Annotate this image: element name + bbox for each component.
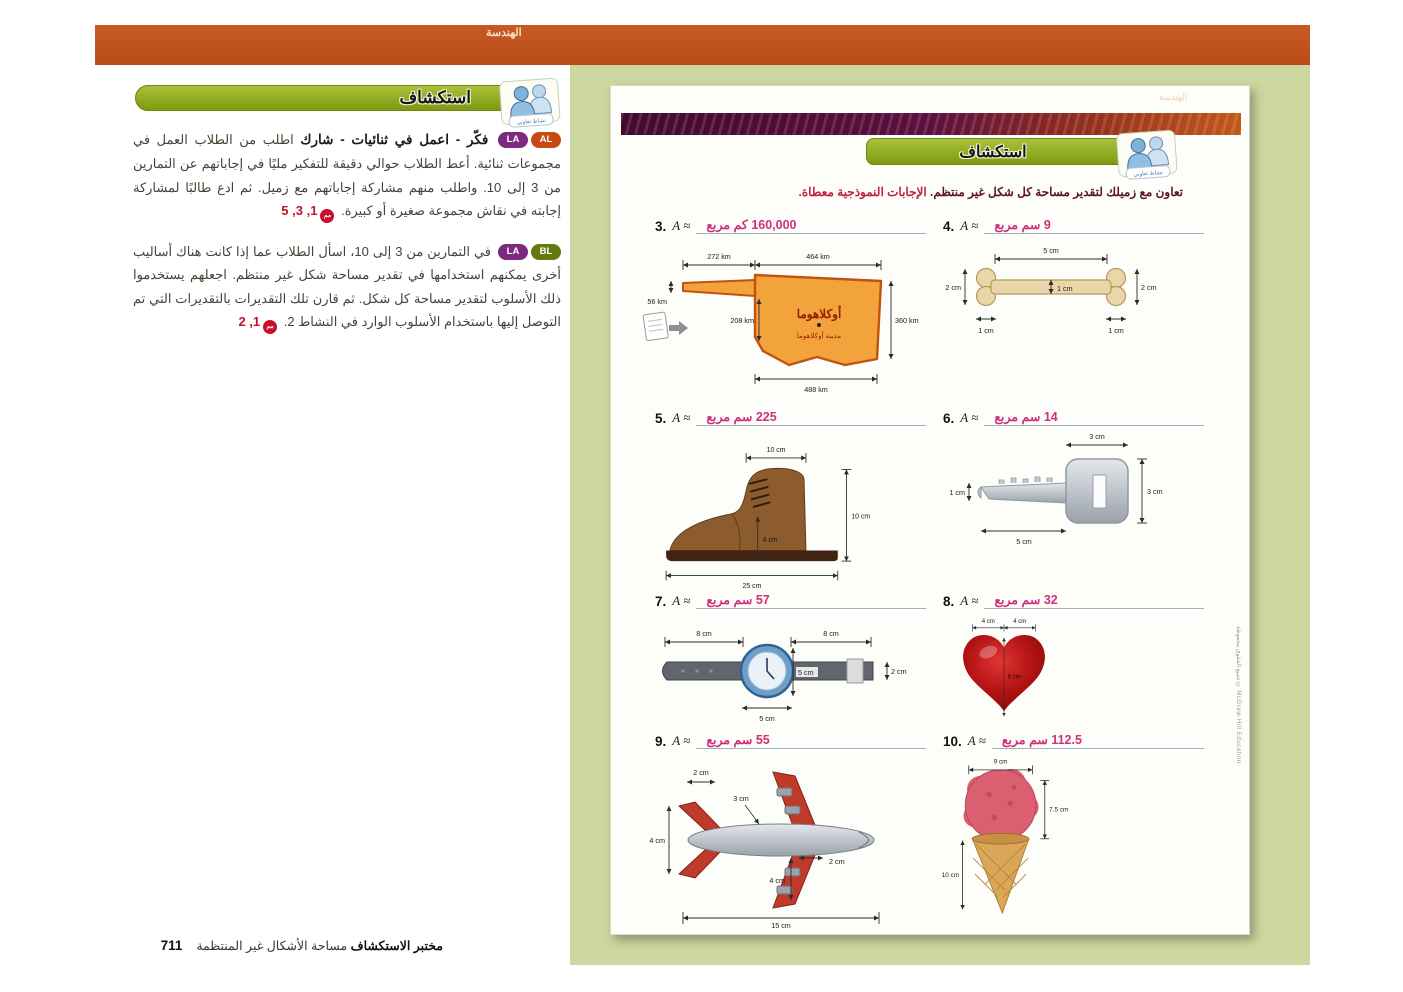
sticker-label: نشاط تعاوني bbox=[516, 117, 547, 126]
level-badge-al: AL bbox=[531, 132, 561, 148]
dim-label: 272 km bbox=[707, 252, 731, 261]
key-figure bbox=[929, 429, 1179, 551]
exercise-number: 3. bbox=[655, 219, 667, 234]
standards-numbers: 1, 2 bbox=[238, 314, 261, 330]
exercise-number: 10. bbox=[943, 734, 962, 749]
exercise-number: 8. bbox=[943, 594, 955, 609]
standards-numbers: 1, 3, 5 bbox=[281, 203, 318, 219]
exercise-header bbox=[929, 589, 1204, 609]
heart-figure bbox=[929, 612, 1079, 725]
lab-title: مختبر الاستكشاف bbox=[350, 939, 443, 953]
exercise-header bbox=[641, 214, 926, 234]
wristwatch-figure bbox=[641, 612, 909, 724]
arrow-icon bbox=[669, 321, 688, 335]
dim-label: 2 cm bbox=[829, 857, 845, 866]
dim-label: 1 cm bbox=[1057, 284, 1073, 293]
dim-label: 5 cm bbox=[798, 668, 814, 677]
dim-label: 5 cm bbox=[1016, 537, 1032, 546]
dim-label: 2 cm bbox=[891, 667, 907, 676]
answer-value: 160,000 كم مربع bbox=[696, 217, 926, 234]
exercise-6 bbox=[929, 406, 1204, 556]
answer-value: 55 سم مربع bbox=[696, 732, 926, 749]
area-prefix: A ≈ bbox=[672, 410, 691, 425]
dim-label: 2 cm bbox=[945, 283, 961, 292]
copyright-vertical-text: جميع الحقوق محفوظة © McGraw-Hill Education bbox=[1235, 626, 1241, 764]
answer-value: 14 سم مربع bbox=[984, 409, 1204, 426]
page-collaborative-activity-icon bbox=[1116, 130, 1178, 184]
dim-label: 2 cm bbox=[693, 768, 709, 777]
area-prefix: A ≈ bbox=[967, 733, 986, 748]
bone-figure bbox=[929, 237, 1179, 349]
lab-subtitle: مساحة الأشكال غير المنتظمة bbox=[196, 939, 348, 953]
teacher-sidebar bbox=[95, 85, 565, 334]
level-badge-bl: BL bbox=[531, 244, 561, 260]
exercise-header bbox=[929, 406, 1204, 426]
dim-label: 5 cm bbox=[1043, 246, 1059, 255]
dim-label: 7.5 cm bbox=[1049, 806, 1069, 814]
boot-figure bbox=[641, 429, 887, 591]
dim-label: 4 cm bbox=[981, 618, 995, 625]
exercise-9 bbox=[641, 729, 926, 935]
answer-value: 32 سم مربع bbox=[984, 592, 1204, 609]
dim-label: 4 cm bbox=[1013, 618, 1027, 625]
oklahoma-map-figure bbox=[641, 237, 921, 399]
dim-label: 4 cm bbox=[762, 536, 778, 544]
exercise-5 bbox=[641, 406, 926, 596]
dim-label: 8 cm bbox=[696, 629, 712, 638]
dim-label: 3 cm bbox=[1147, 487, 1163, 496]
exercise-4 bbox=[929, 214, 1204, 354]
tip-body: في التمارين من 3 إلى 10، اسأل الطلاب عما إذا كانت هناك أساليب أخرى يمكنهم استخدامها في تقدير مساحة شكل غير منتظم. اجعلهم يستخدموا ذلك الأسلوب لتقدير مساحة كل شكل. ثم قارن تلك التقديرات بالتقديرات التي تم التوصل إليها باستخدام الأسلوب الوارد في النشاط 2. bbox=[133, 244, 561, 330]
note-icon bbox=[643, 312, 668, 341]
subject-label: الهندسة bbox=[486, 27, 522, 39]
strategy-title: فكّر - اعمل في ثنائيات - شارك bbox=[300, 132, 489, 147]
dim-label: 8 cm bbox=[1007, 674, 1021, 681]
page-number: 711 bbox=[160, 938, 183, 953]
area-prefix: A ≈ bbox=[672, 218, 691, 233]
dim-label: 3 cm bbox=[733, 794, 749, 803]
math-practices-badge-icon: مم bbox=[263, 320, 277, 334]
tip-body: اطلب من الطلاب العمل في مجموعات ثنائية. أعط الطلاب حوالي دقيقة للتفكير مليًا في إجاباتهم عن التمارين من 3 إلى 10. واطلب منهم مشاركة إجاباتهم مع زميل. ثم ادع طالبًا لمشاركة إجابته في نقاش مجموعة صغيرة أو كبيرة. bbox=[133, 132, 561, 219]
page-subject-label: الهندسة bbox=[1159, 92, 1187, 102]
city-dot bbox=[817, 323, 821, 327]
dim-label: 2 cm bbox=[1141, 283, 1157, 292]
dim-label: 5 cm bbox=[759, 714, 775, 723]
city-label: مدينة أوكلاهوما bbox=[796, 331, 842, 340]
sticker-label: نشاط تعاوني bbox=[1133, 169, 1164, 178]
exercise-header bbox=[641, 589, 926, 609]
dim-label: 10 cm bbox=[766, 447, 786, 455]
exercise-number: 6. bbox=[943, 411, 955, 426]
teaching-tip-think-pair-share bbox=[95, 111, 565, 223]
area-prefix: A ≈ bbox=[672, 593, 691, 608]
area-prefix: A ≈ bbox=[960, 218, 979, 233]
dim-label: 208 km bbox=[730, 316, 754, 325]
exercise-number: 5. bbox=[655, 411, 667, 426]
dim-label: 25 cm bbox=[742, 583, 762, 591]
answer-value: 112.5 سم مربع bbox=[992, 732, 1204, 749]
math-practices-badge-icon: مم bbox=[320, 209, 334, 223]
exploration-banner bbox=[135, 85, 550, 126]
page-footer bbox=[133, 938, 443, 953]
dim-label: 15 cm bbox=[771, 921, 791, 930]
exercise-7 bbox=[641, 589, 926, 729]
page-banner-title: استكشاف bbox=[959, 143, 1027, 161]
area-prefix: A ≈ bbox=[960, 410, 979, 425]
exercise-number: 4. bbox=[943, 219, 955, 234]
exercise-header bbox=[929, 729, 1204, 749]
dim-label: 360 km bbox=[895, 316, 919, 325]
answer-value: 9 سم مربع bbox=[984, 217, 1204, 234]
sample-answers-note: الإجابات النموذجية معطاة. bbox=[798, 185, 927, 199]
dim-label: 56 km bbox=[647, 297, 667, 306]
exercise-header bbox=[641, 406, 926, 426]
exercise-number: 9. bbox=[655, 734, 667, 749]
exercise-number: 7. bbox=[655, 594, 667, 609]
dim-label: 1 cm bbox=[1108, 326, 1124, 335]
dim-label: 10 cm bbox=[941, 871, 960, 879]
textbook-page bbox=[610, 85, 1250, 935]
dim-label: 3 cm bbox=[1089, 432, 1105, 441]
instruction-text: تعاون مع زميلك لتقدير مساحة كل شكل غير منتظم. الإجابات النموذجية معطاة. bbox=[798, 185, 1183, 199]
dim-label: 1 cm bbox=[949, 488, 965, 497]
exercise-3 bbox=[641, 214, 926, 404]
dim-label: 4 cm bbox=[649, 836, 665, 845]
ice-cream-cone-figure bbox=[929, 752, 1119, 922]
banner-title: استكشاف bbox=[399, 88, 471, 107]
answer-value: 57 سم مربع bbox=[696, 592, 926, 609]
dim-label: 4 cm bbox=[769, 876, 785, 885]
airplane-figure bbox=[641, 752, 909, 930]
level-badge-la: LA bbox=[498, 132, 528, 148]
teaching-tip-alternate-methods bbox=[95, 223, 565, 334]
top-header-bar bbox=[95, 25, 1310, 65]
dim-label: 1 cm bbox=[978, 326, 994, 335]
exercise-header bbox=[641, 729, 926, 749]
exercise-8 bbox=[929, 589, 1204, 730]
dim-label: 8 cm bbox=[823, 629, 839, 638]
exercise-header bbox=[929, 214, 1204, 234]
dim-label: 9 cm bbox=[993, 758, 1008, 766]
level-badge-la: LA bbox=[498, 244, 528, 260]
answer-value: 225 سم مربع bbox=[696, 409, 926, 426]
area-prefix: A ≈ bbox=[960, 593, 979, 608]
dim-label: 10 cm bbox=[851, 513, 871, 521]
collaborative-activity-icon bbox=[499, 78, 561, 132]
dim-label: 488 km bbox=[804, 385, 828, 394]
area-prefix: A ≈ bbox=[672, 733, 691, 748]
exercise-10 bbox=[929, 729, 1204, 927]
region-label: أوكلاهوما bbox=[796, 307, 842, 321]
dim-label: 464 km bbox=[806, 252, 830, 261]
